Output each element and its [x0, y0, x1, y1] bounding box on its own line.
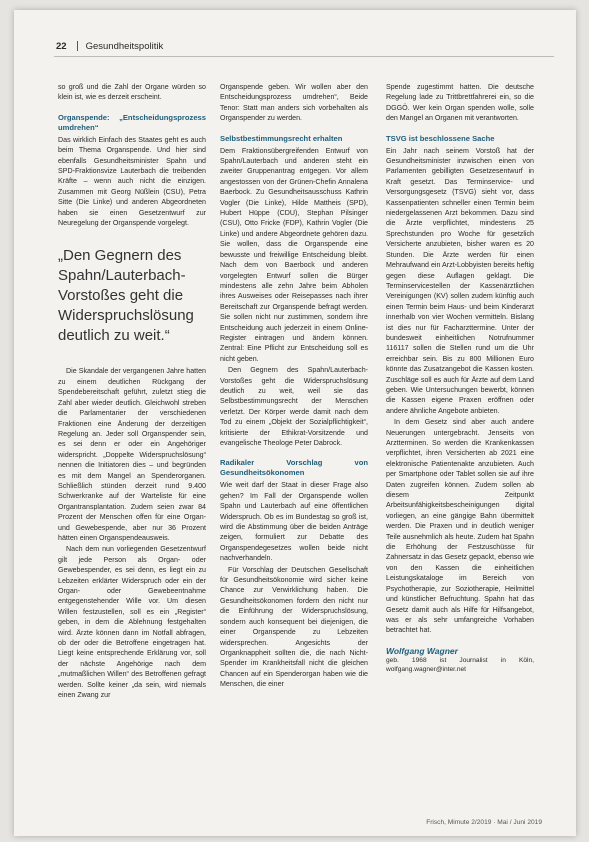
- column-1: [58, 82, 206, 701]
- header-rule: [54, 56, 554, 57]
- magazine-page: [14, 10, 576, 836]
- paragraph: Dem Fraktionsübergreifenden Entwurf von Spahn/Lauterbach und anderen steht ein zweiter Gruppenantrag entgegen. Vor allem angestossen von der Grünen-Chefin Annalena Baerbock. Zu Gesundheitsausschuss Kathrin Vogler (Die Linke), Hilde Mattheis (SPD), Hubert Hüppe (CDU), Stephan Pilsinger (CSU), Otto Fricke (FDP), Kathrin Vogler (Die Linke) und andere Abgeordnete gehören dazu. Sie wollen, dass die Organspende eine bewusste und freiwillige Entscheidung bleibt. Nach dem von Baerbock und anderen vorgelegten Entwurf sollen die Bürger mindestens alle zehn Jahre beim Abholen ihres Ausweises oder Reisepasses nach ihrer Bereitschaft zur Organspende befragt werden. Sie sollen nicht nur zustimmen, sondern ihre Entscheidung auch jederzeit in einem Online-Register eintragen und ändern können. Zentral: Eine Pflicht zur Entscheidung soll es nicht geben.: [220, 146, 368, 363]
- subheading-selbstbestimmung: Selbstbestimmungsrecht erhalten: [220, 133, 343, 143]
- subheading-tsvg: TSVG ist beschlossene Sache: [386, 133, 495, 143]
- paragraph: Für Vorschlag der Deutschen Gesellschaft für Gesundheitsökonomie wird sicher keine Chance zur Verwirklichung haben. Die Gesundheitsökonomen fordern den nicht nur die Einführung der Widerspruchslösung, sondern auch konsequent bei diejenigen, die einer Organspende zu Lebzeiten widersprechen. Angesichts der Organknappheit sollten die, die nach Nicht-Spender im Krankheitsfall nicht die gleichen Chancen auf ein Spenderorgan haben wie die Menschen, die einer: [220, 565, 368, 689]
- header-divider: [77, 41, 78, 51]
- author-name: Wolfgang Wagner: [386, 645, 458, 656]
- paragraph: Ein Jahr nach seinem Vorstoß hat der Gesundheitsminister inzwischen einen von Parlamenten gebilligten Gesetzesentwurf in Kraft gesetzt. Das Terminservice- und Versorgungsgesetz (TSVG) sieht vor, dass Kassenpatienten schneller einen Termin beim niedergelassenen Arzt bekommen. Dazu sind die Ärzte verpflichtet, mindestens 25 Sprechstunden pro Woche für gesetzlich Versicherte anzubieten, bisher waren es 20 Stunden. Die Ärzte werden für einen Mehraufwand ein Arzt-Lobbyisten bereits heftig gegen diese Auflagen geklagt. Die Terminservicestellen der Kassenärztlichen Vereinigungen (KV) sollen zudem künftig auch einen Termin beim Haus- und beim Kinderarzt innerhalb von vier Wochen vermitteln. Bislang ist dies nur für Facharzttermine. Unter der bundesweit einheitlichen Notrufnummer 116117 sollen die Stellen rund um die Uhr erreichbar sein. Bis zu 800 Millionen Euro könnte das Zusatzangebot die Kassen kosten. Zuschläge soll es auch für Ärzte auf dem Land geben. Wie Untersuchungen bewerbt, können die Kassen eigene Praxen eröffnen oder andere ähnliche Angebote anbieten.: [386, 146, 534, 415]
- column-3: [386, 82, 534, 674]
- paragraph: Wie weit darf der Staat in dieser Frage also gehen? Im Fall der Organspende wollen Spahn und Lauterbach auf eine öffentlichen Widerspruch. Ob es im Bundestag so groß ist, wird die Abstimmung über die beiden Anträge zeigen, formuliert zur Debatte des Organspendegesetzes wollen beide nicht nachverhandeln.: [220, 481, 368, 563]
- page-number: 22: [56, 40, 67, 52]
- paragraph: Organspende geben. Wir wollen aber den Entscheidungsprozess umdrehen“, Beide Tenor: Statt man anders sich vorbehalten als Organspender zu werden.: [220, 83, 368, 123]
- paragraph: In dem Gesetz sind aber auch andere Neuerungen untergebracht. Jenseits von Arztterminen. So werden die Krankenkassen verpflichtet, ihren Versicherten ab 2021 eine elektronische Patientenakte anzubieten. Auch per Smartphone oder Tablet sollen sie auf ihre Daten zugreifen können. Zudem sollen ab diesem Zeitpunkt Arbeitsunfähigkeitsbescheinigungen digital vorliegen, an eine gängige Bahn übermittelt werden. Die Praxen und in deutlich weniger Teile ausnehmlich als heute. Zudem hat Spahn die Erhöhung der Festzuschüsse für Zahnersatz in das Gesetz gepackt, ebenso wie von den Kassen die einheitlichen Leistungskataloge im Bereich von Psychotherapie, zur Soziotherapie, Heilmittel und künstlicher Befruchtung. Spahn hat das Gesetz damit auch als Hilfe für Hilfsangebot, was er als sehr umfangreiche Vorhaben betrachtet hat.: [386, 418, 534, 635]
- subheading-organspende: Organspende: „Entscheidungsprozess umdrehen“: [58, 112, 206, 132]
- page-header: [56, 38, 163, 54]
- section-title: Gesundheitspolitik: [85, 40, 164, 52]
- author-info: geb. 1968 ist Journalist in Köln, wolfgang.wagner@inter.net: [386, 657, 534, 674]
- paragraph: Das wirklich Einfach des Staates geht es auch beim Thema Organspende. Und hier sind ebenfalls Gesundheitsminister Spahn und SPD-Fraktionsvize Lauterbach die treibenden Kräfte – wenn auch nicht die einzigen. Zusammen mit Georg Nüßlein (CSU), Petra Sitte (Die Linke) und anderen Abgeordneten haben sie einen Gesetzentwurf zur Neuregelung der Organspende vorgelegt.: [58, 135, 206, 228]
- paragraph: Die Skandale der vergangenen Jahre hatten zu einem deutlichen Rückgang der Spendebereitschaft geführt, zuletzt stieg die Zahl aber wieder deutlich. Gleichwohl streben die Parlamentarier der verschiedenen Fraktionen eine Änderung der derzeitigen Regelung an. Jeder soll Organspender sein, es sei denn er oder ein Angehöriger widerspricht. „Doppelte Widerspruchslösung“ nennen die Initiatoren dies – und begründen es mit dem Mangel an Spenderorganen. Schließlich stünden derzeit rund 9.400 Schwerkranke auf der Warteliste für eine Organtransplantation. Zudem seien zwar 84 Prozent der Menschen offen für eine Organ- und Gewebespende, aber nur 36 Prozent hätten einen Organspendeausweis.: [58, 367, 206, 542]
- paragraph: Nach dem nun vorliegenden Gesetzentwurf gilt jede Person als Organ- oder Gewebespender, es sei denn, es liegt ein zu Lebzeiten erklärter Widerspruch oder ein der Organ- oder Gewebeentnahme entgegenstehender Wille vor. Um diesen Willen festzustellen, soll es ein „Register“ geben, in dem die Ablehnung festgehalten wird. Ärzte können dann im Notfall abfragen, ob der oder die Betroffene eingetragen hat. Liegt keine entsprechende Erklärung vor, soll der nächste Angehörige nach dem „mutmaßlichen Willen“ des Betroffenen gefragt werden. Sollte keiner „da sein, wird niemals einen Zwang zur: [58, 545, 206, 700]
- pull-quote: „Den Gegnern des Spahn/Lauterbach-Vorstoßes geht die Widerspruchslösung deutlich zu weit.“: [58, 247, 194, 345]
- paragraph: so groß und die Zahl der Organe würden so klein ist, wie es derzeit erscheint.: [58, 83, 206, 102]
- paragraph: Den Gegnern des Spahn/Lauterbach-Vorstoßes geht die Widerspruchslösung deutlich zu weit, weil sie das Selbstbestimmungsrecht der Menschen verletzt. Der Körper werde damit nach dem Tod zu einem „Objekt der Sozialpflichtigkeit“, kritisierte der Ethikrat-Vorsitzende und evangelische Theologe Peter Dabrock.: [220, 366, 368, 447]
- column-2: [220, 82, 368, 691]
- paragraph: Spende zugestimmt hatten. Die deutsche Regelung lade zu Trittbrettfahrerei ein, so die DGGÖ. Wer kein Organ spenden wolle, solle den Mangel an Organen mit verantworten.: [386, 83, 534, 123]
- subheading-radikaler-vorschlag: Radikaler Vorschlag von Gesundheitsökonomen: [220, 458, 368, 478]
- page-footer: Frisch, Mimute 2/2019 · Mai / Juni 2019: [426, 819, 542, 826]
